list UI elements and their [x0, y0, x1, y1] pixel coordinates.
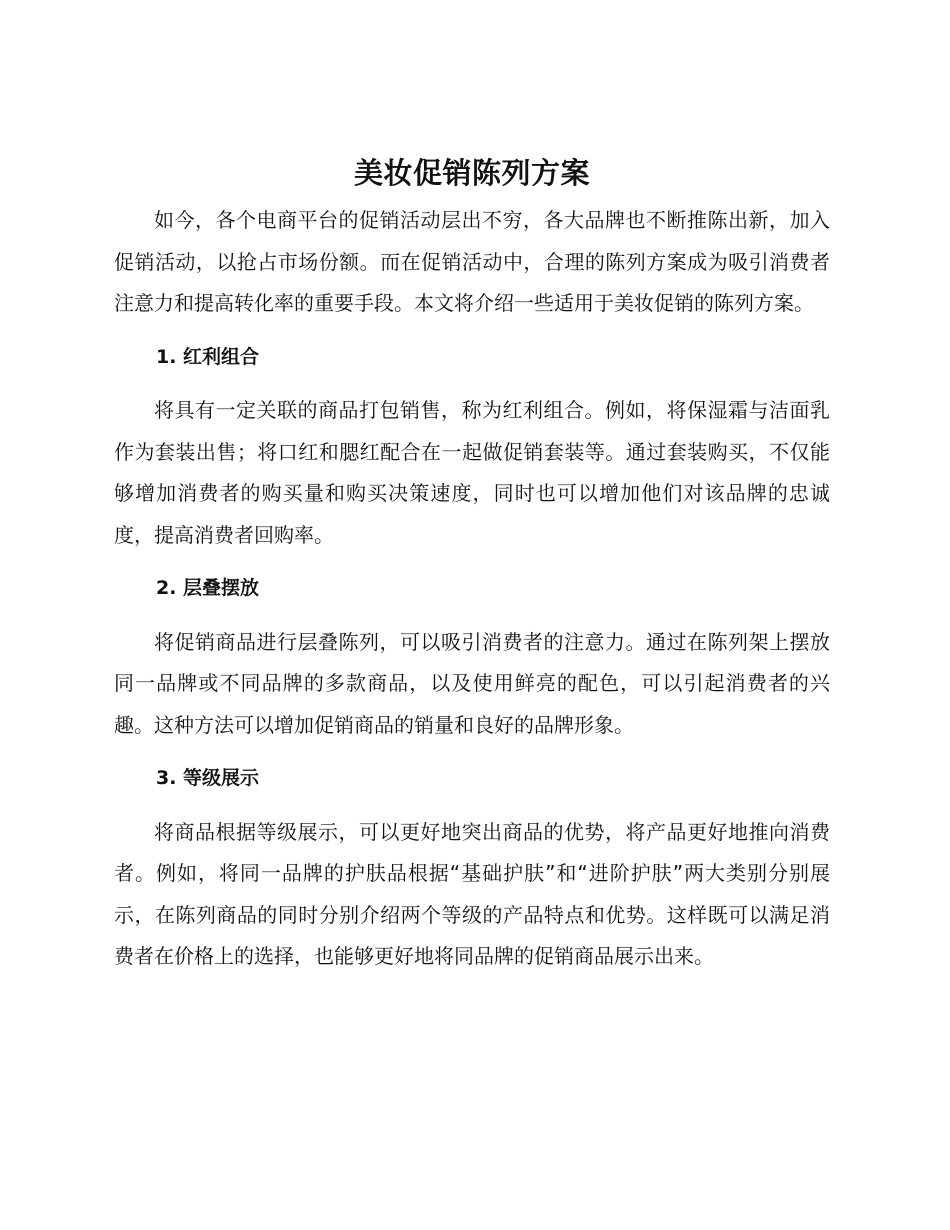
section-tier-display: [114, 758, 830, 978]
section-paragraph: 将商品根据等级展示，可以更好地突出商品的优势，将产品更好地推向消费者。例如，将同一品牌的护肤品根据“基础护肤”和“进阶护肤”两大类别分别展示，在陈列商品的同时分别介绍两个等级的产品特点和优势。这样既可以满足消费者在价格上的选择，也能够更好地将同品牌的促销商品展示出来。: [114, 819, 830, 968]
intro-paragraph: 如今，各个电商平台的促销活动层出不穷，各大品牌也不断推陈出新，加入促销活动，以抢占市场份额。而在促销活动中，合理的陈列方案成为吸引消费者注意力和提高转化率的重要手段。本文将介绍一些适用于美妆促销的陈列方案。: [114, 208, 830, 315]
section-bonus-combo: [114, 337, 830, 557]
section-heading: 2. 层叠摆放: [156, 577, 260, 599]
section-heading: 3. 等级展示: [156, 767, 260, 789]
document-page: [114, 148, 830, 978]
section-paragraph: 将具有一定关联的商品打包销售，称为红利组合。例如，将保湿霜与洁面乳作为套装出售；将口红和腮红配合在一起做促销套装等。通过套装购买，不仅能够增加消费者的购买量和购买决策速度，同时也可以增加他们对该品牌的忠诚度，提高消费者回购率。: [114, 398, 830, 547]
section-layered-display: [114, 568, 830, 746]
document-title: 美妆促销陈列方案: [353, 156, 590, 190]
section-heading: 1. 红利组合: [156, 345, 260, 368]
section-paragraph: 将促销商品进行层叠陈列，可以吸引消费者的注意力。通过在陈列架上摆放同一品牌或不同品牌的多款商品，以及使用鲜亮的配色，可以引起消费者的兴趣。这种方法可以增加促销商品的销量和良好的品牌形象。: [114, 629, 830, 737]
